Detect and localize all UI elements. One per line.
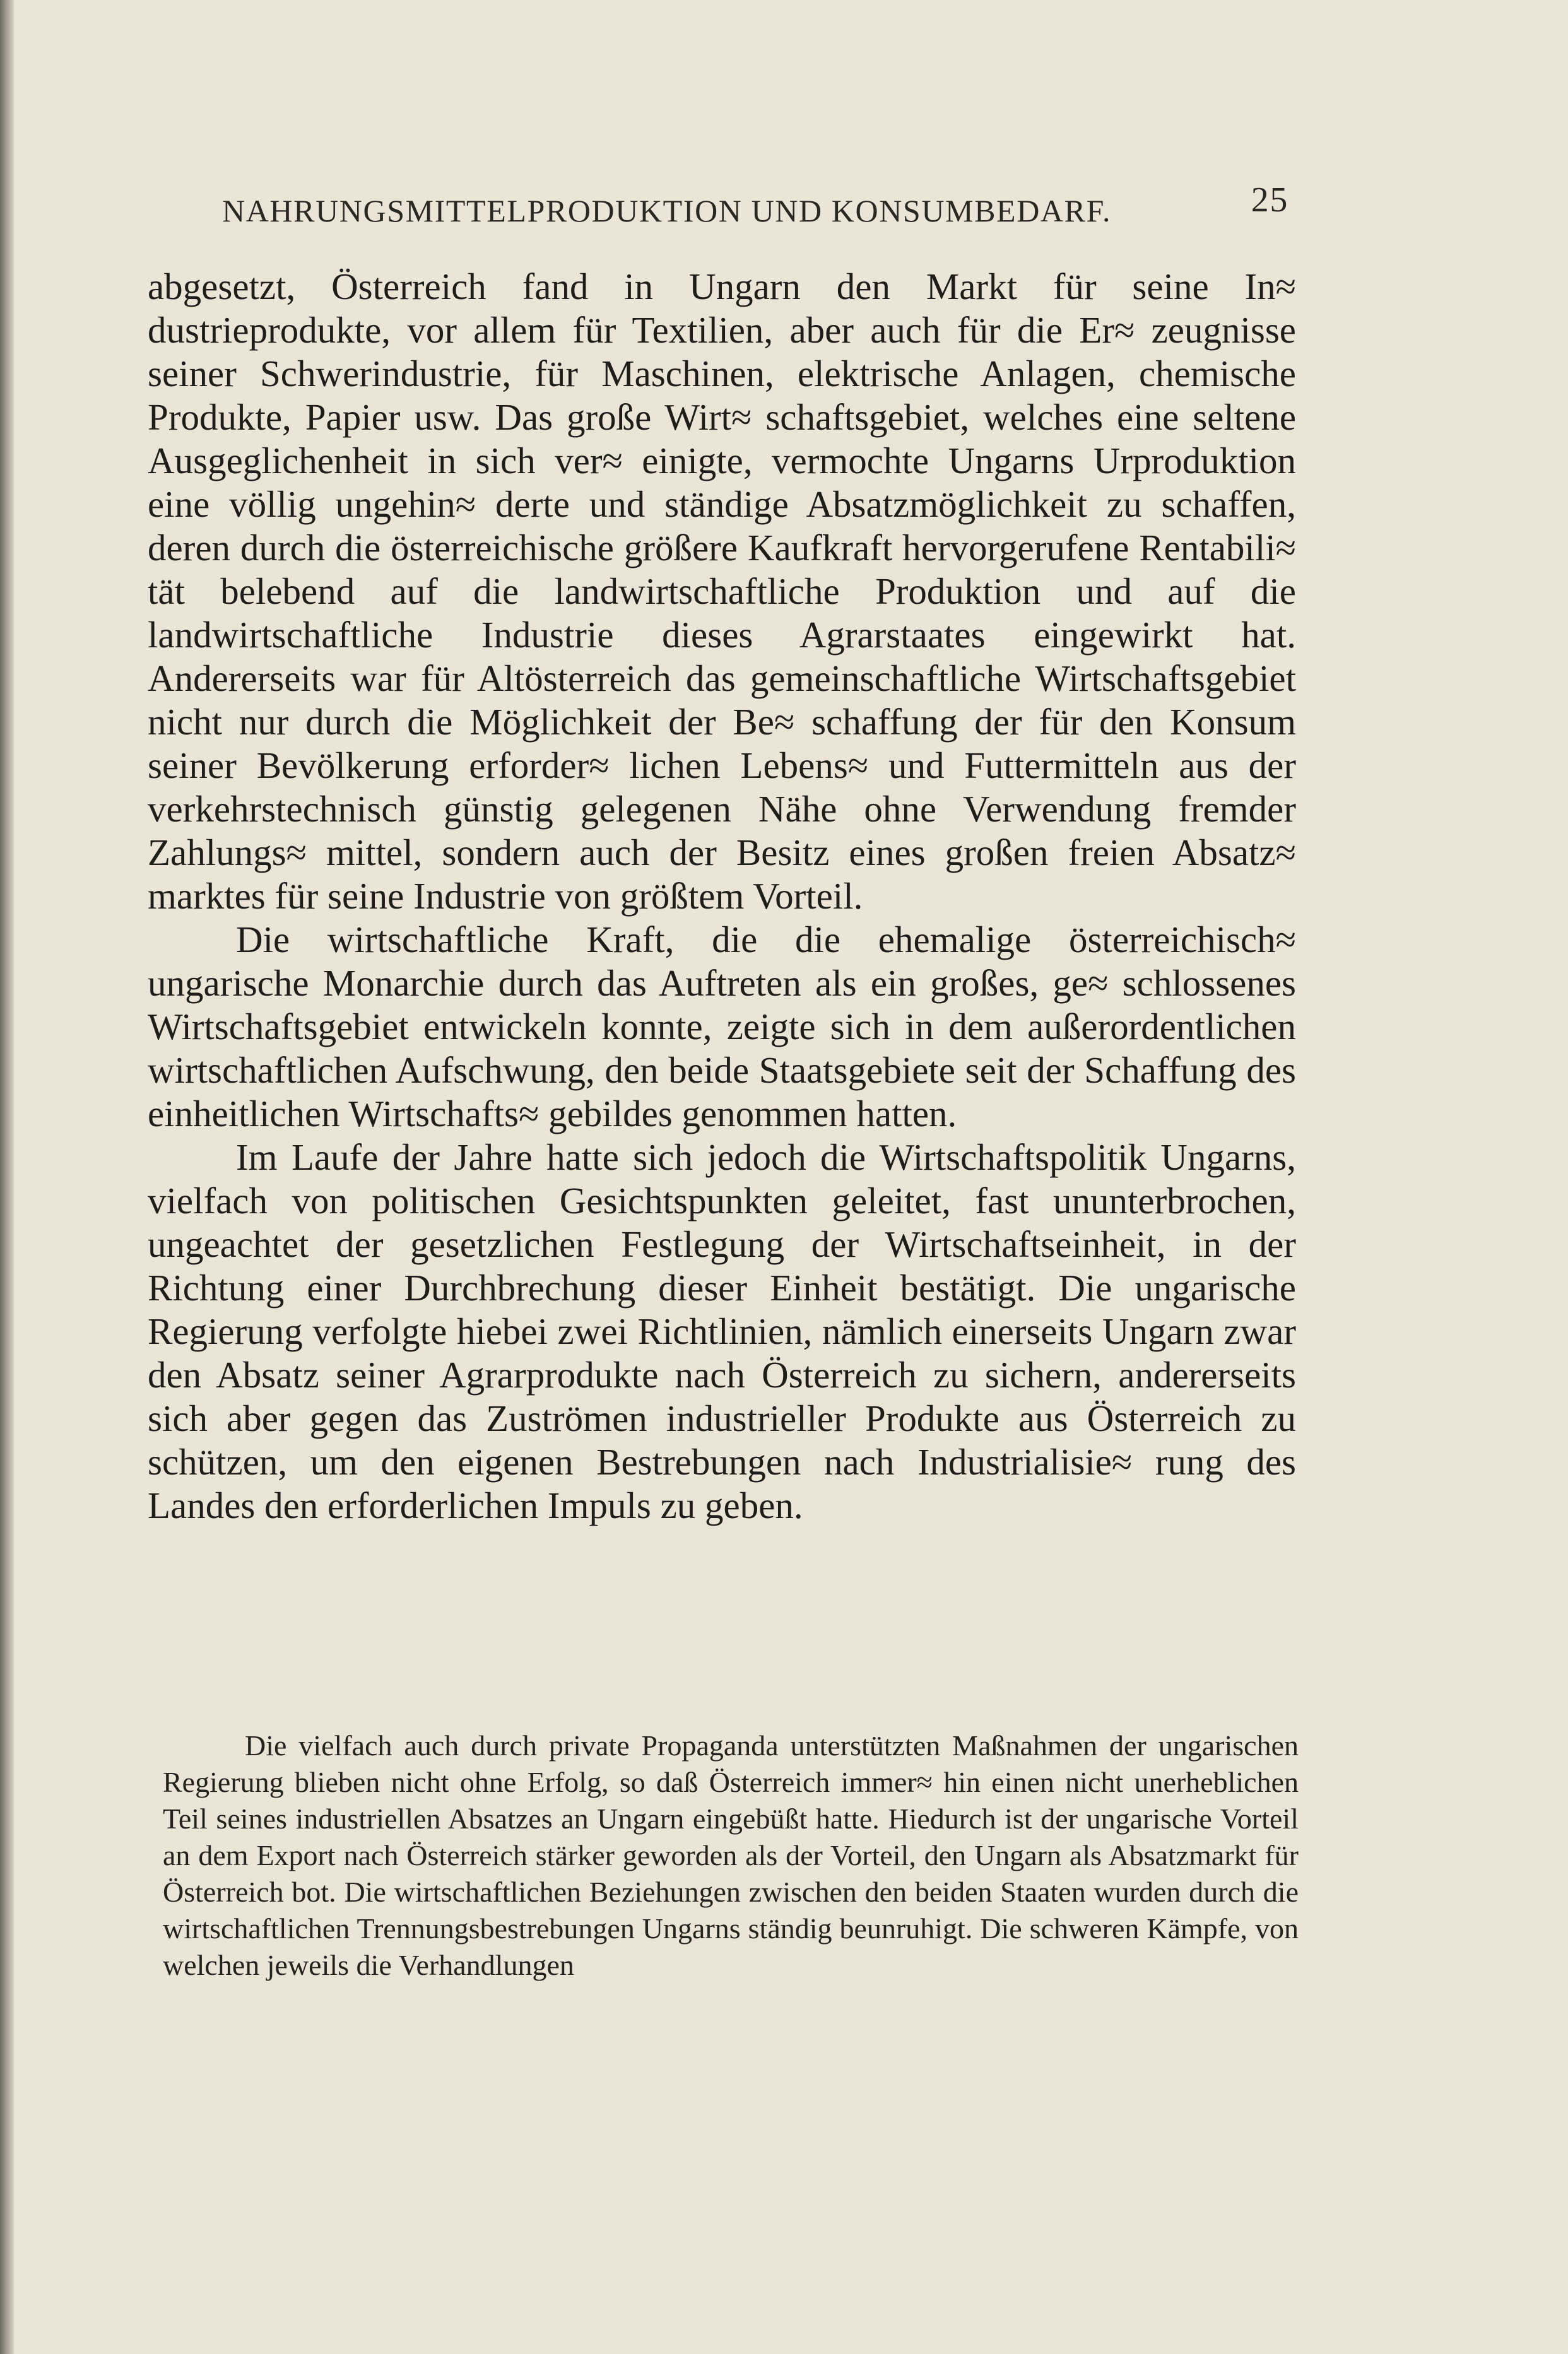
paragraph-1: abgesetzt, Österreich fand in Ungarn den Markt für seine In≈ dustrieprodukte, vor allem für Textilien, aber auch für die Er≈ zeugnisse seiner Schwerindustrie, für Maschinen, elektrische Anlagen, chemische Produkte, Papier usw. Das große Wirt≈ schaftsgebiet, welches eine seltene Ausgeglichenheit in sich ver≈ einigte, vermochte Ungarns Urproduktion eine völlig ungehin≈ derte und ständige Absatzmöglichkeit zu schaffen, deren durch die österreichische größere Kaufkraft hervorgerufene Rentabili≈ tät belebend auf die landwirtschaftliche Produktion und auf die landwirtschaftliche Industrie dieses Agrarstaates eingewirkt hat. Andererseits war für Altösterreich das gemeinschaftliche Wirtschaftsgebiet nicht nur durch die Möglichkeit der Be≈ schaffung der für den Konsum seiner Bevölkerung erforder≈ lichen Lebens≈ und Futtermitteln aus der verkehrstechnisch günstig gelegenen Nähe ohne Verwendung fremder Zahlungs≈ mittel, sondern auch der Besitz eines großen freien Absatz≈ marktes für seine Industrie von größtem Vorteil.: [148, 266, 1296, 917]
paragraph-2: Die wirtschaftliche Kraft, die die ehemalige österreichisch≈ ungarische Monarchie durch das Auftreten als ein großes, ge≈ schlossenes Wirtschaftsgebiet entwickeln konnte, zeigte sich in dem außerordentlichen wirtschaftlichen Aufschwung, den beide Staatsgebiete seit der Schaffung des einheitlichen Wirtschafts≈ gebildes genommen hatten.: [148, 919, 1296, 1134]
scan-binding-edge: [0, 0, 14, 2354]
running-head: [222, 180, 1288, 230]
book-page: [14, 0, 1568, 2354]
page-number: 25: [1251, 180, 1288, 220]
paragraph-3: Im Laufe der Jahre hatte sich jedoch die Wirtschaftspolitik Ungarns, vielfach von politischen Gesichtspunkten geleitet, fast ununterbrochen, ungeachtet der gesetzlichen Festlegung der Wirtschaftseinheit, in der Richtung einer Durchbrechung dieser Einheit bestätigt. Die ungarische Regierung verfolgte hiebei zwei Richtlinien, nämlich einerseits Ungarn zwar den Absatz seiner Agrarprodukte nach Österreich zu sichern, andererseits sich aber gegen das Zuströmen industrieller Produkte aus Österreich zu schützen, um den eigenen Bestrebungen nach Industrialisie≈ rung des Landes den erforderlichen Impuls zu geben.: [148, 1136, 1296, 1526]
body-text: [148, 265, 1296, 1527]
running-head-title: NAHRUNGSMITTELPRODUKTION UND KONSUMBEDARF.: [222, 193, 1112, 228]
footnote-paragraph: Die vielfach auch durch private Propaganda unterstützten Maßnahmen der ungarischen Regierung blieben nicht ohne Erfolg, so daß Österreich immer≈ hin einen nicht unerheblichen Teil seines industriellen Absatzes an Ungarn eingebüßt hatte. Hiedurch ist der ungarische Vorteil an dem Export nach Österreich stärker geworden als der Vorteil, den Ungarn als Absatzmarkt für Österreich bot. Die wirtschaftlichen Beziehungen zwischen den beiden Staaten wurden durch die wirtschaftlichen Trennungsbestrebungen Ungarns ständig beunruhigt. Die schweren Kämpfe, von welchen jeweils die Verhandlungen: [163, 1729, 1299, 1981]
